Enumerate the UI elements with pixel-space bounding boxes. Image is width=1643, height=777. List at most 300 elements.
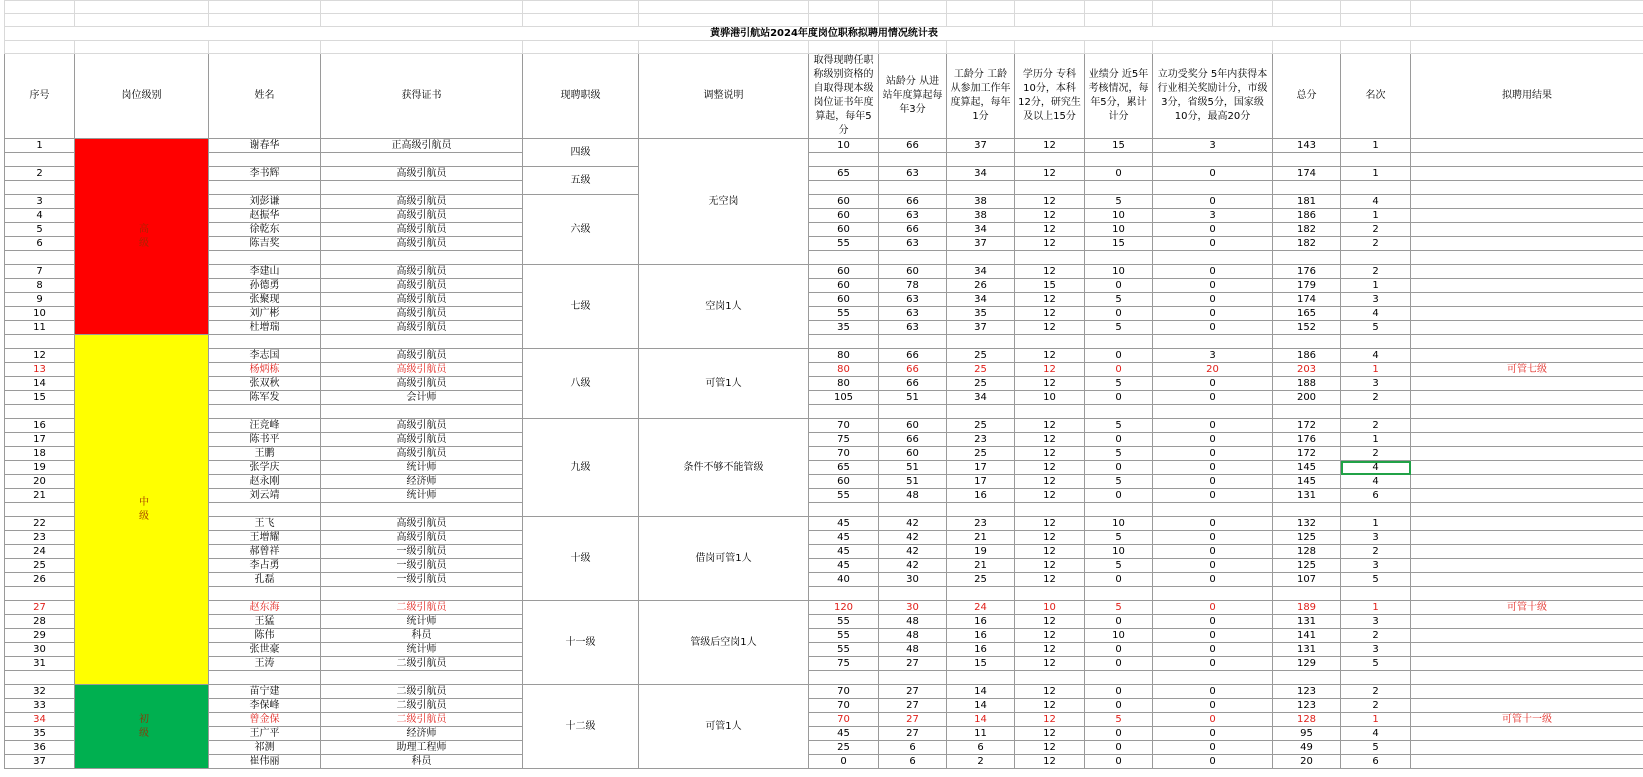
cell-name[interactable] [209, 335, 321, 349]
cell-s1[interactable] [809, 503, 879, 517]
cell-s4[interactable]: 12 [1015, 419, 1085, 433]
cell-rank[interactable]: 3 [1341, 293, 1411, 307]
cell-cert[interactable]: 二级引航员 [321, 601, 523, 615]
cell-s3[interactable]: 16 [947, 615, 1015, 629]
cell-result[interactable] [1411, 489, 1643, 503]
cell-t[interactable]: 172 [1273, 447, 1341, 461]
header-score3[interactable]: 工龄分 工龄从参加工作年度算起，每年1分 [947, 54, 1015, 139]
cell-name[interactable]: 杨炳栋 [209, 363, 321, 377]
cell-cert[interactable]: 高级引航员 [321, 531, 523, 545]
cell-level[interactable] [75, 335, 209, 685]
cell-adjust[interactable]: 可管1人 [639, 349, 809, 419]
cell-s3[interactable]: 37 [947, 321, 1015, 335]
cell-name[interactable]: 谢春华 [209, 139, 321, 153]
cell-result[interactable] [1411, 643, 1643, 657]
cell-s4[interactable] [1015, 153, 1085, 167]
cell-t[interactable] [1273, 335, 1341, 349]
cell-cert[interactable]: 高级引航员 [321, 349, 523, 363]
cell-cert[interactable]: 高级引航员 [321, 419, 523, 433]
cell-s3[interactable]: 37 [947, 237, 1015, 251]
cell-s3[interactable] [947, 503, 1015, 517]
cell-name[interactable]: 刘彭谦 [209, 195, 321, 209]
cell-seq[interactable]: 11 [5, 321, 75, 335]
cell-s1[interactable]: 45 [809, 531, 879, 545]
cell-seq[interactable]: 2 [5, 167, 75, 181]
cell-s3[interactable]: 11 [947, 727, 1015, 741]
cell-name[interactable]: 孙德勇 [209, 279, 321, 293]
cell-cert[interactable]: 高级引航员 [321, 447, 523, 461]
cell-result[interactable] [1411, 517, 1643, 531]
cell-s2[interactable]: 60 [879, 447, 947, 461]
cell-s6[interactable]: 0 [1153, 517, 1273, 531]
cell-s1[interactable]: 45 [809, 559, 879, 573]
cell-s3[interactable]: 16 [947, 643, 1015, 657]
cell-seq[interactable]: 8 [5, 279, 75, 293]
cell-cert[interactable]: 经济师 [321, 475, 523, 489]
cell-t[interactable]: 143 [1273, 139, 1341, 153]
cell-seq[interactable]: 18 [5, 447, 75, 461]
cell-rank[interactable] [1341, 153, 1411, 167]
cell-name[interactable]: 王增耀 [209, 531, 321, 545]
cell-s5[interactable]: 10 [1085, 209, 1153, 223]
cell-s5[interactable]: 5 [1085, 475, 1153, 489]
cell-s3[interactable] [947, 251, 1015, 265]
cell-cert[interactable]: 高级引航员 [321, 433, 523, 447]
cell-t[interactable]: 174 [1273, 293, 1341, 307]
cell-name[interactable] [209, 153, 321, 167]
cell-s4[interactable] [1015, 503, 1085, 517]
cell-t[interactable] [1273, 503, 1341, 517]
cell-seq[interactable] [5, 251, 75, 265]
cell-rank[interactable]: 3 [1341, 559, 1411, 573]
cell-cert[interactable] [321, 671, 523, 685]
cell-s2[interactable]: 63 [879, 237, 947, 251]
cell-s5[interactable] [1085, 587, 1153, 601]
cell-s6[interactable]: 0 [1153, 713, 1273, 727]
cell-s5[interactable]: 10 [1085, 265, 1153, 279]
cell-seq[interactable]: 14 [5, 377, 75, 391]
header-cert[interactable]: 获得证书 [321, 54, 523, 139]
cell-s3[interactable] [947, 153, 1015, 167]
cell-name[interactable]: 赵振华 [209, 209, 321, 223]
cell-rank[interactable]: 1 [1341, 279, 1411, 293]
cell-s4[interactable]: 12 [1015, 307, 1085, 321]
cell-s2[interactable] [879, 671, 947, 685]
cell-s5[interactable]: 0 [1085, 349, 1153, 363]
cell-name[interactable]: 汪竞峰 [209, 419, 321, 433]
cell-s6[interactable]: 0 [1153, 741, 1273, 755]
cell-result[interactable] [1411, 153, 1643, 167]
cell-t[interactable]: 131 [1273, 489, 1341, 503]
cell-s6[interactable]: 0 [1153, 629, 1273, 643]
cell-s5[interactable]: 10 [1085, 223, 1153, 237]
cell-s3[interactable]: 6 [947, 741, 1015, 755]
cell-seq[interactable]: 32 [5, 685, 75, 699]
cell-cert[interactable]: 一级引航员 [321, 573, 523, 587]
cell-t[interactable]: 200 [1273, 391, 1341, 405]
cell-s3[interactable]: 21 [947, 559, 1015, 573]
cell-s3[interactable]: 14 [947, 699, 1015, 713]
cell-s1[interactable]: 70 [809, 447, 879, 461]
cell-seq[interactable] [5, 335, 75, 349]
cell-s2[interactable]: 63 [879, 307, 947, 321]
cell-s1[interactable] [809, 153, 879, 167]
header-grade[interactable]: 现聘职级 [523, 54, 639, 139]
cell-s3[interactable]: 16 [947, 629, 1015, 643]
cell-seq[interactable]: 7 [5, 265, 75, 279]
cell-s1[interactable]: 80 [809, 349, 879, 363]
cell-result[interactable] [1411, 531, 1643, 545]
cell-s3[interactable]: 35 [947, 307, 1015, 321]
cell-cert[interactable] [321, 503, 523, 517]
cell-s5[interactable]: 0 [1085, 657, 1153, 671]
cell-s2[interactable]: 6 [879, 741, 947, 755]
header-score5[interactable]: 业绩分 近5年考核情况，每年5分，累计计分 [1085, 54, 1153, 139]
cell-level[interactable] [75, 139, 209, 335]
cell-rank[interactable]: 2 [1341, 223, 1411, 237]
cell-s5[interactable]: 0 [1085, 307, 1153, 321]
cell-rank[interactable]: 2 [1341, 237, 1411, 251]
cell-t[interactable]: 107 [1273, 573, 1341, 587]
cell-s4[interactable]: 12 [1015, 727, 1085, 741]
cell-s2[interactable]: 51 [879, 475, 947, 489]
cell-s5[interactable]: 0 [1085, 489, 1153, 503]
cell-s1[interactable]: 70 [809, 685, 879, 699]
cell-seq[interactable]: 17 [5, 433, 75, 447]
cell-result[interactable] [1411, 195, 1643, 209]
cell-s4[interactable]: 12 [1015, 755, 1085, 769]
cell-s6[interactable] [1153, 153, 1273, 167]
cell-rank[interactable]: 2 [1341, 685, 1411, 699]
cell-name[interactable]: 陈伟 [209, 629, 321, 643]
cell-t[interactable]: 182 [1273, 223, 1341, 237]
cell-cert[interactable]: 二级引航员 [321, 657, 523, 671]
cell-rank[interactable] [1341, 671, 1411, 685]
cell-s5[interactable]: 0 [1085, 391, 1153, 405]
cell-s6[interactable]: 0 [1153, 685, 1273, 699]
cell-cert[interactable] [321, 587, 523, 601]
header-level[interactable]: 岗位级别 [75, 54, 209, 139]
cell-t[interactable] [1273, 671, 1341, 685]
cell-s6[interactable]: 0 [1153, 643, 1273, 657]
cell-s6[interactable]: 0 [1153, 461, 1273, 475]
cell-s6[interactable]: 0 [1153, 321, 1273, 335]
cell-rank[interactable]: 1 [1341, 601, 1411, 615]
cell-s6[interactable]: 0 [1153, 531, 1273, 545]
cell-s1[interactable]: 60 [809, 209, 879, 223]
cell-rank[interactable]: 3 [1341, 615, 1411, 629]
cell-grade[interactable]: 四级 [523, 139, 639, 167]
cell-s2[interactable] [879, 335, 947, 349]
cell-s3[interactable]: 25 [947, 377, 1015, 391]
cell-s6[interactable]: 3 [1153, 209, 1273, 223]
cell-result[interactable] [1411, 629, 1643, 643]
cell-t[interactable] [1273, 405, 1341, 419]
cell-name[interactable] [209, 181, 321, 195]
header-score6[interactable]: 立功受奖分 5年内获得本行业相关奖励计分，市级3分，省级5分，国家级10分，最高20分 [1153, 54, 1273, 139]
cell-s5[interactable]: 5 [1085, 377, 1153, 391]
cell-result[interactable] [1411, 755, 1643, 769]
cell-s4[interactable]: 12 [1015, 685, 1085, 699]
cell-result[interactable] [1411, 209, 1643, 223]
selected-cell[interactable]: 4 [1341, 461, 1411, 475]
cell-t[interactable]: 132 [1273, 517, 1341, 531]
cell-s1[interactable]: 60 [809, 265, 879, 279]
cell-t[interactable]: 128 [1273, 545, 1341, 559]
cell-s5[interactable]: 5 [1085, 195, 1153, 209]
cell-s1[interactable]: 60 [809, 223, 879, 237]
cell-s6[interactable]: 3 [1153, 139, 1273, 153]
sheet-title[interactable]: 黄骅港引航站2024年度岗位职称拟聘用情况统计表 [5, 27, 1643, 41]
cell-t[interactable]: 176 [1273, 265, 1341, 279]
cell-t[interactable]: 152 [1273, 321, 1341, 335]
cell-cert[interactable] [321, 251, 523, 265]
header-result[interactable]: 拟聘用结果 [1411, 54, 1643, 139]
cell-s5[interactable] [1085, 335, 1153, 349]
cell-s1[interactable] [809, 405, 879, 419]
cell-s2[interactable]: 27 [879, 699, 947, 713]
cell-cert[interactable]: 统计师 [321, 489, 523, 503]
cell-rank[interactable]: 4 [1341, 195, 1411, 209]
cell-result[interactable] [1411, 503, 1643, 517]
cell-cert[interactable]: 助理工程师 [321, 741, 523, 755]
cell-result[interactable] [1411, 461, 1643, 475]
cell-rank[interactable]: 5 [1341, 657, 1411, 671]
cell-t[interactable]: 123 [1273, 699, 1341, 713]
cell-cert[interactable]: 二级引航员 [321, 685, 523, 699]
cell-result[interactable] [1411, 587, 1643, 601]
cell-result[interactable] [1411, 573, 1643, 587]
cell-s6[interactable]: 0 [1153, 545, 1273, 559]
cell-result[interactable] [1411, 293, 1643, 307]
cell-cert[interactable]: 高级引航员 [321, 265, 523, 279]
cell-s2[interactable]: 51 [879, 391, 947, 405]
cell-name[interactable]: 祁测 [209, 741, 321, 755]
cell-s4[interactable]: 12 [1015, 489, 1085, 503]
cell-result[interactable] [1411, 167, 1643, 181]
cell-result[interactable] [1411, 405, 1643, 419]
cell-s3[interactable]: 25 [947, 447, 1015, 461]
cell-cert[interactable]: 高级引航员 [321, 209, 523, 223]
cell-s5[interactable] [1085, 405, 1153, 419]
cell-cert[interactable]: 会计师 [321, 391, 523, 405]
cell-result[interactable] [1411, 377, 1643, 391]
cell-s2[interactable]: 6 [879, 755, 947, 769]
cell-name[interactable]: 曾金保 [209, 713, 321, 727]
cell-s2[interactable]: 66 [879, 139, 947, 153]
cell-t[interactable]: 145 [1273, 461, 1341, 475]
cell-rank[interactable]: 1 [1341, 433, 1411, 447]
cell-name[interactable]: 李书辉 [209, 167, 321, 181]
cell-s6[interactable]: 0 [1153, 293, 1273, 307]
cell-s3[interactable]: 38 [947, 209, 1015, 223]
cell-seq[interactable]: 1 [5, 139, 75, 153]
cell-seq[interactable] [5, 153, 75, 167]
cell-s3[interactable] [947, 181, 1015, 195]
cell-s1[interactable]: 25 [809, 741, 879, 755]
cell-s4[interactable] [1015, 251, 1085, 265]
cell-s4[interactable]: 12 [1015, 629, 1085, 643]
cell-name[interactable]: 王鹏 [209, 447, 321, 461]
cell-name[interactable]: 崔伟丽 [209, 755, 321, 769]
cell-s1[interactable]: 80 [809, 377, 879, 391]
cell-result[interactable] [1411, 265, 1643, 279]
cell-s6[interactable]: 0 [1153, 657, 1273, 671]
cell-cert[interactable]: 高级引航员 [321, 321, 523, 335]
cell-s5[interactable]: 5 [1085, 601, 1153, 615]
cell-result[interactable] [1411, 307, 1643, 321]
cell-t[interactable]: 141 [1273, 629, 1341, 643]
cell-s4[interactable]: 12 [1015, 223, 1085, 237]
cell-t[interactable]: 176 [1273, 433, 1341, 447]
cell-rank[interactable]: 3 [1341, 531, 1411, 545]
cell-t[interactable]: 189 [1273, 601, 1341, 615]
cell-rank[interactable]: 1 [1341, 139, 1411, 153]
cell-s5[interactable]: 5 [1085, 447, 1153, 461]
cell-result[interactable] [1411, 391, 1643, 405]
cell-s1[interactable]: 70 [809, 713, 879, 727]
cell-s1[interactable] [809, 671, 879, 685]
cell-s5[interactable]: 5 [1085, 293, 1153, 307]
header-adjust[interactable]: 调整说明 [639, 54, 809, 139]
cell-s6[interactable]: 0 [1153, 237, 1273, 251]
cell-name[interactable]: 王猛 [209, 615, 321, 629]
cell-s3[interactable] [947, 671, 1015, 685]
cell-rank[interactable]: 2 [1341, 447, 1411, 461]
cell-result[interactable] [1411, 223, 1643, 237]
cell-seq[interactable]: 31 [5, 657, 75, 671]
cell-result[interactable] [1411, 279, 1643, 293]
cell-rank[interactable] [1341, 335, 1411, 349]
cell-adjust[interactable]: 借岗可管1人 [639, 517, 809, 601]
cell-grade[interactable]: 五级 [523, 167, 639, 195]
cell-grade[interactable]: 九级 [523, 419, 639, 517]
cell-rank[interactable]: 2 [1341, 391, 1411, 405]
cell-t[interactable]: 95 [1273, 727, 1341, 741]
cell-cert[interactable]: 统计师 [321, 615, 523, 629]
cell-cert[interactable]: 高级引航员 [321, 279, 523, 293]
cell-t[interactable]: 125 [1273, 559, 1341, 573]
cell-name[interactable]: 张聚现 [209, 293, 321, 307]
cell-s4[interactable]: 12 [1015, 741, 1085, 755]
cell-grade[interactable]: 八级 [523, 349, 639, 419]
cell-result[interactable] [1411, 615, 1643, 629]
cell-cert[interactable]: 正高级引航员 [321, 139, 523, 153]
cell-name[interactable]: 刘云靖 [209, 489, 321, 503]
cell-name[interactable] [209, 587, 321, 601]
cell-s2[interactable] [879, 587, 947, 601]
cell-seq[interactable]: 34 [5, 713, 75, 727]
cell-name[interactable]: 陈书平 [209, 433, 321, 447]
header-score1[interactable]: 取得现聘任职称级别资格的自取得现本级岗位证书年度算起，每年5分 [809, 54, 879, 139]
cell-rank[interactable]: 2 [1341, 629, 1411, 643]
cell-result[interactable] [1411, 335, 1643, 349]
cell-name[interactable]: 张双秋 [209, 377, 321, 391]
cell-s6[interactable]: 0 [1153, 433, 1273, 447]
cell-seq[interactable]: 20 [5, 475, 75, 489]
cell-rank[interactable]: 4 [1341, 307, 1411, 321]
cell-s2[interactable]: 66 [879, 377, 947, 391]
cell-seq[interactable]: 26 [5, 573, 75, 587]
cell-name[interactable]: 赵永刚 [209, 475, 321, 489]
cell-s5[interactable]: 0 [1085, 685, 1153, 699]
cell-name[interactable]: 李保峰 [209, 699, 321, 713]
cell-s2[interactable]: 66 [879, 433, 947, 447]
cell-cert[interactable]: 高级引航员 [321, 377, 523, 391]
cell-seq[interactable]: 3 [5, 195, 75, 209]
cell-s3[interactable]: 38 [947, 195, 1015, 209]
cell-s4[interactable]: 12 [1015, 349, 1085, 363]
cell-seq[interactable]: 28 [5, 615, 75, 629]
cell-s1[interactable]: 65 [809, 461, 879, 475]
cell-s4[interactable]: 12 [1015, 615, 1085, 629]
cell-s6[interactable]: 0 [1153, 475, 1273, 489]
cell-t[interactable]: 181 [1273, 195, 1341, 209]
cell-s5[interactable] [1085, 503, 1153, 517]
cell-rank[interactable]: 4 [1341, 349, 1411, 363]
cell-s1[interactable] [809, 251, 879, 265]
cell-rank[interactable]: 4 [1341, 727, 1411, 741]
cell-s4[interactable] [1015, 181, 1085, 195]
cell-result[interactable] [1411, 321, 1643, 335]
cell-t[interactable] [1273, 153, 1341, 167]
cell-s4[interactable] [1015, 405, 1085, 419]
cell-s5[interactable]: 0 [1085, 727, 1153, 741]
cell-result[interactable] [1411, 419, 1643, 433]
cell-cert[interactable]: 高级引航员 [321, 237, 523, 251]
header-score4[interactable]: 学历分 专科10分，本科12分，研究生及以上15分 [1015, 54, 1085, 139]
cell-s5[interactable]: 0 [1085, 433, 1153, 447]
cell-s2[interactable]: 60 [879, 419, 947, 433]
cell-cert[interactable] [321, 181, 523, 195]
cell-name[interactable]: 郝曾祥 [209, 545, 321, 559]
cell-s3[interactable]: 25 [947, 419, 1015, 433]
cell-result[interactable] [1411, 181, 1643, 195]
cell-s6[interactable] [1153, 503, 1273, 517]
cell-name[interactable]: 张世豪 [209, 643, 321, 657]
cell-seq[interactable]: 6 [5, 237, 75, 251]
cell-s5[interactable]: 0 [1085, 461, 1153, 475]
cell-s5[interactable] [1085, 153, 1153, 167]
cell-s3[interactable]: 2 [947, 755, 1015, 769]
cell-grade[interactable]: 十一级 [523, 601, 639, 685]
cell-result[interactable] [1411, 559, 1643, 573]
cell-s2[interactable]: 30 [879, 573, 947, 587]
cell-s1[interactable]: 10 [809, 139, 879, 153]
cell-rank[interactable]: 2 [1341, 419, 1411, 433]
cell-s3[interactable]: 19 [947, 545, 1015, 559]
cell-t[interactable]: 123 [1273, 685, 1341, 699]
cell-cert[interactable]: 高级引航员 [321, 195, 523, 209]
cell-s4[interactable]: 12 [1015, 559, 1085, 573]
cell-seq[interactable]: 27 [5, 601, 75, 615]
cell-s6[interactable] [1153, 587, 1273, 601]
cell-name[interactable]: 刘广彬 [209, 307, 321, 321]
cell-s5[interactable] [1085, 181, 1153, 195]
cell-s2[interactable]: 78 [879, 279, 947, 293]
cell-result[interactable] [1411, 657, 1643, 671]
cell-s6[interactable]: 0 [1153, 615, 1273, 629]
cell-seq[interactable]: 4 [5, 209, 75, 223]
cell-s3[interactable]: 16 [947, 489, 1015, 503]
cell-seq[interactable]: 22 [5, 517, 75, 531]
cell-name[interactable]: 徐乾东 [209, 223, 321, 237]
cell-s2[interactable]: 51 [879, 461, 947, 475]
cell-s4[interactable]: 12 [1015, 657, 1085, 671]
cell-cert[interactable]: 经济师 [321, 727, 523, 741]
cell-s2[interactable]: 66 [879, 349, 947, 363]
cell-name[interactable]: 孔磊 [209, 573, 321, 587]
